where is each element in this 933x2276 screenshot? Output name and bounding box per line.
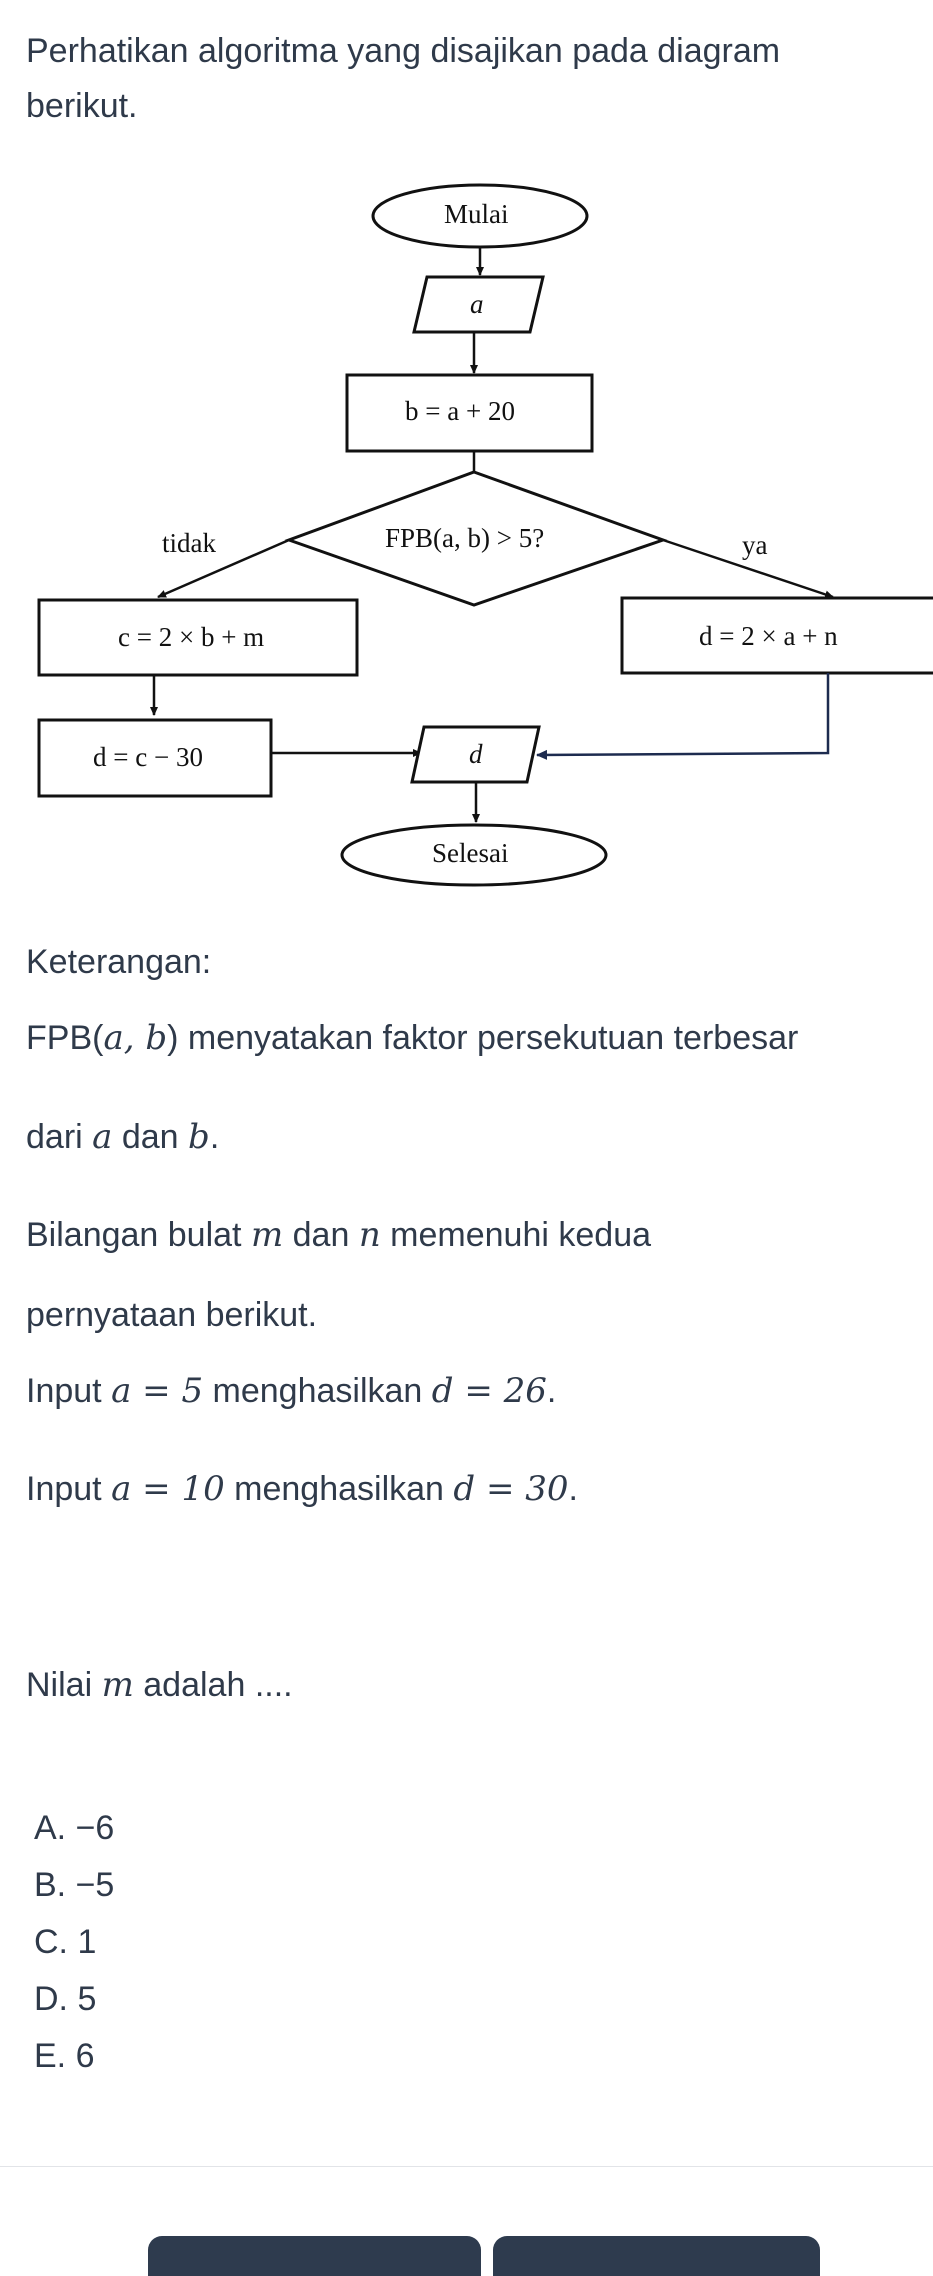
option-a[interactable]: A. −6 [34,1809,115,1847]
nav-button-right[interactable] [493,2236,820,2276]
input-2-result: d = 30 [453,1469,569,1509]
question-prompt [26,1658,293,1712]
process-c-label: c = 2 × b + m [118,622,265,652]
input-2-mid: menghasilkan [224,1470,454,1508]
input-1-result: d = 26 [431,1371,547,1411]
yes-branch-label: ya [742,530,768,560]
input-1-prefix: Input [26,1372,112,1410]
legend-line-2 [26,1110,219,1164]
question-intro: Perhatikan algoritma yang disajikan pada diagram [26,32,781,70]
process-d-yes-label: d = 2 × a + n [699,621,838,651]
start-label: Mulai [444,199,509,229]
conditions-line-2: pernyataan berikut. [26,1296,318,1334]
end-label: Selesai [432,838,509,868]
conditions-var-n: n [358,1215,381,1255]
no-branch-label: tidak [162,528,216,558]
nav-button-left[interactable] [148,2236,481,2276]
divider [0,2166,933,2167]
input-1-equation: a = 5 [111,1371,204,1411]
conditions-dan: dan [283,1216,359,1254]
legend-heading: Keterangan: [26,943,212,981]
question-intro-2: berikut. [26,87,138,125]
process-d-no-label: d = c − 30 [93,742,203,772]
output-label: d [469,739,483,769]
input-2-statement [26,1462,578,1516]
process-b-label: b = a + 20 [405,396,515,426]
input-2-prefix: Input [26,1470,112,1508]
conditions-prefix: Bilangan bulat [26,1216,251,1254]
legend-var-a: a [92,1117,113,1157]
conditions-var-m: m [250,1215,284,1255]
input-1-statement [26,1364,556,1418]
conditions-line-1 [26,1208,651,1262]
option-c[interactable]: C. 1 [34,1923,97,1961]
legend-line-1 [26,1011,798,1065]
input-label: a [470,289,484,319]
flowchart [0,170,933,905]
input-2-period: . [568,1470,578,1508]
prompt-prefix: Nilai [26,1666,102,1704]
decision-label: FPB(a, b) > 5? [385,523,545,553]
legend-dari: dari [26,1118,93,1156]
option-d[interactable]: D. 5 [34,1980,97,2018]
prompt-var-m: m [101,1665,134,1705]
legend-period: . [209,1118,220,1156]
option-b[interactable]: B. −5 [34,1866,115,1904]
option-e[interactable]: E. 6 [34,2037,95,2075]
prompt-suffix: adalah .... [133,1666,293,1704]
conditions-suffix: memenuhi kedua [380,1216,652,1254]
input-1-mid: menghasilkan [203,1372,432,1410]
legend-dan: dan [112,1118,189,1156]
legend-fpb-prefix: FPB( [26,1019,104,1057]
legend-fpb-suffix: ) menyatakan faktor persekutuan terbesar [167,1019,799,1057]
input-1-period: . [546,1372,557,1410]
legend-var-b: b [188,1117,210,1157]
input-2-equation: a = 10 [111,1469,225,1509]
legend-fpb-vars: a, b [103,1018,168,1058]
